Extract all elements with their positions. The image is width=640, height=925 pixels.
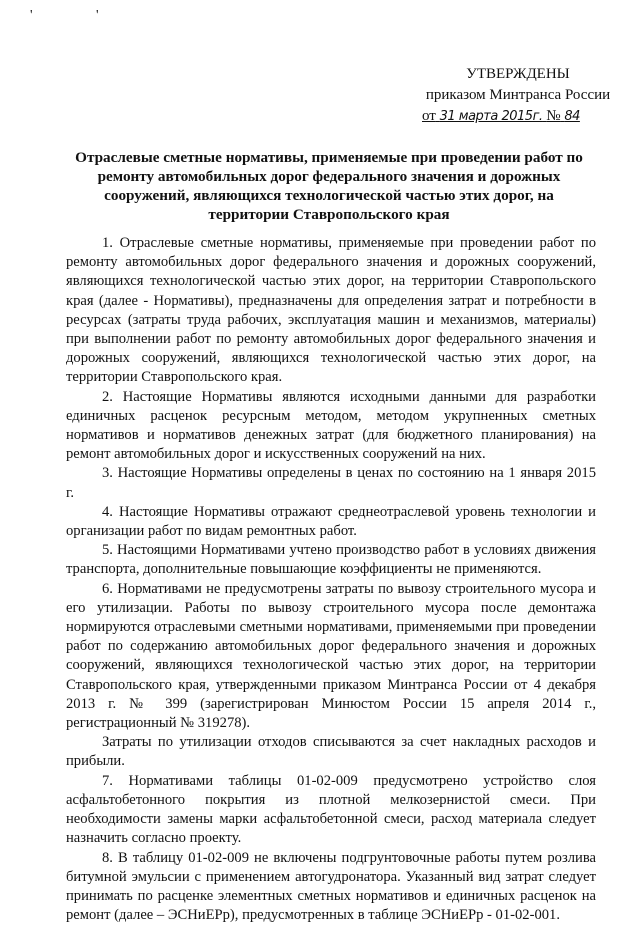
document-title: Отраслевые сметные нормативы, применяемые при проведении работ по ремонту автомобильных дорог федерального значения и дорожных сооружений, являющихся технологической частью этих дорог, на территории Ставропольского края [62, 148, 596, 224]
paragraph-3: 3. Настоящие Нормативы определены в ценах по состоянию на 1 января 2015 г. [66, 464, 596, 502]
paragraph-6: 6. Нормативами не предусмотрены затраты по вывозу строительного мусора и его утилизации. Работы по вывозу строительного мусора после демонтажа нормируются отраслевыми сметными нормативами, применяемыми при проведении работ по содержанию автомобильных дорог федерального значения и дорожных сооружений, являющихся технологической частью этих дорог, на территории Ставропольского края, утвержденными приказом Минтранса России от 4 декабря 2013 г. № 399 (зарегистрирован Минюстом России 15 апреля 2014 г., регистрационный № 319278). [66, 580, 596, 734]
handwritten-date: 31 марта 2015г. [440, 109, 543, 124]
approval-date-line [418, 106, 618, 127]
approval-block [418, 64, 618, 127]
document-body [66, 234, 596, 925]
approval-heading: УТВЕРЖДЕНЫ [418, 64, 618, 85]
paragraph-6-note: Затраты по утилизации отходов списываются за счет накладных расходов и прибыли. [66, 733, 596, 771]
paragraph-2: 2. Настоящие Нормативы являются исходными данными для разработки единичных расценок ресурсным методом, методом укрупненных сметных нормативов и нормативов денежных затрат (для бюджетного планирования) на ремонт автомобильных дорог и искусственных сооружений на них. [66, 388, 596, 465]
paragraph-4: 4. Настоящие Нормативы отражают среднеотраслевой уровень технологии и организации работ по видам ремонтных работ. [66, 503, 596, 541]
paragraph-1: 1. Отраслевые сметные нормативы, применяемые при проведении работ по ремонту автомобильных дорог федерального значения и дорожных сооружений, являющихся технологической частью этих дорог, на территории Ставропольского края (далее - Нормативы), предназначены для определения затрат и потребности в ресурсах (затраты труда рабочих, эксплуатация машин и механизмов, материалы) при выполнении работ по ремонту автомобильных дорог федерального значения и дорожных сооружений, являющихся технологической частью этих дорог, на территории Ставропольского края. [66, 234, 596, 388]
number-prefix: № [546, 108, 560, 124]
paragraph-7: 7. Нормативами таблицы 01-02-009 предусмотрено устройство слоя асфальтобетонного покрытия из плотной мелкозернистой смеси. При необходимости замены марки асфальтобетонной смеси, расход материала следует назначить согласно проекту. [66, 772, 596, 849]
scan-marks: ' ' [30, 8, 129, 24]
date-prefix: от [422, 108, 436, 124]
paragraph-5: 5. Настоящими Нормативами учтено производство работ в условиях движения транспорта, дополнительные повышающие коэффициенты не применяются. [66, 541, 596, 579]
handwritten-number: 84 [564, 109, 580, 124]
approval-order-line: приказом Минтранса России [418, 85, 618, 106]
paragraph-8: 8. В таблицу 01-02-009 не включены подгрунтовочные работы путем розлива битумной эмульсии с применением автогудронатора. Указанный вид затрат следует принимать по расценке элементных сметных нормативов и единичных расценок на ремонт (далее – ЭСНиЕРр), предусмотренных в таблице ЭСНиЕРр - 01-02-001. [66, 849, 596, 925]
